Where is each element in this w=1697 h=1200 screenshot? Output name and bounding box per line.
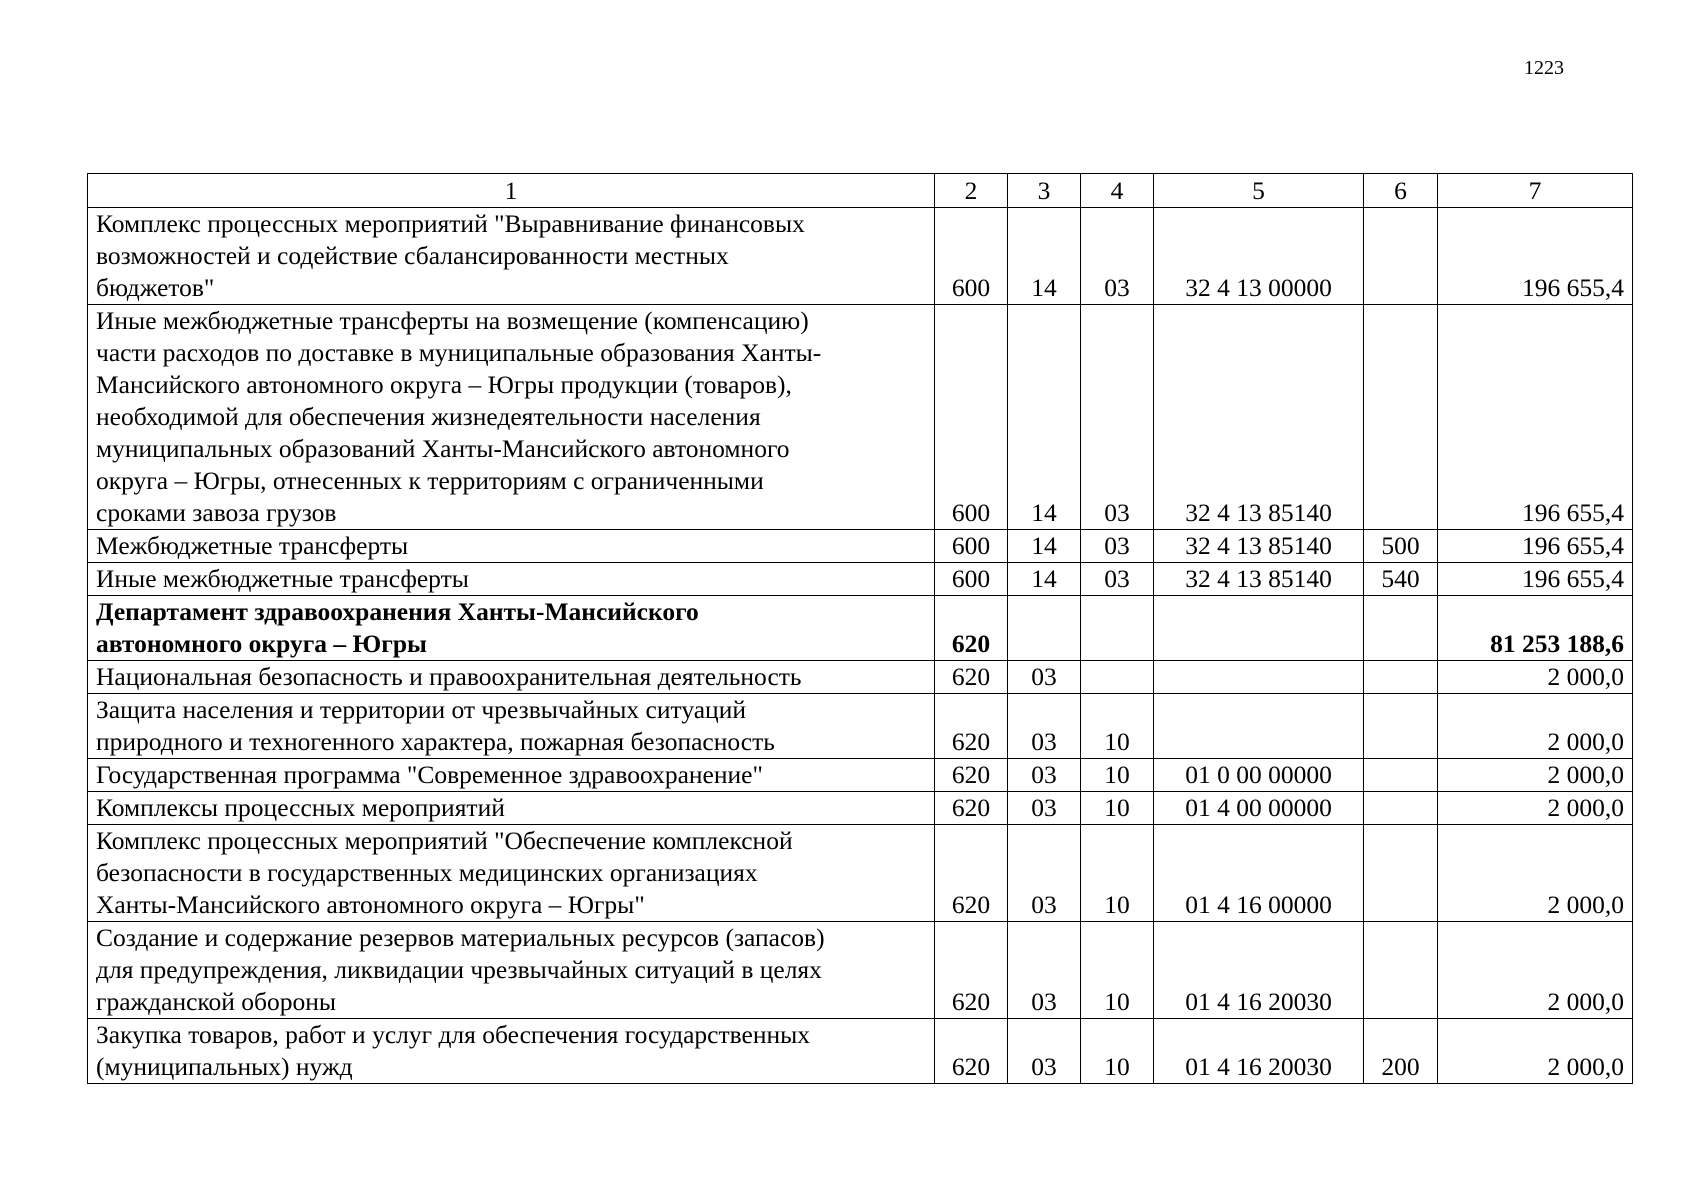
cell-subsection-code: 03	[1081, 305, 1154, 530]
cell-expense-type: 200	[1364, 1019, 1438, 1084]
table-row	[88, 1019, 1633, 1084]
cell-expense-type: 500	[1364, 530, 1438, 563]
cell-target-article	[1154, 661, 1364, 694]
cell-item-name	[88, 759, 935, 792]
table-row	[88, 759, 1633, 792]
cell-subsection-code: 03	[1081, 563, 1154, 596]
cell-ministry-code: 620	[935, 1019, 1008, 1084]
item-name-line: сроками завоза грузов	[96, 498, 337, 527]
table-row	[88, 563, 1633, 596]
cell-subsection-code: 10	[1081, 825, 1154, 922]
cell-section-code: 14	[1008, 208, 1081, 305]
cell-section-code: 03	[1008, 694, 1081, 759]
cell-item-name	[88, 305, 935, 530]
cell-target-article: 32 4 13 85140	[1154, 305, 1364, 530]
cell-expense-type: 540	[1364, 563, 1438, 596]
cell-amount: 2 000,0	[1438, 825, 1633, 922]
cell-item-name	[88, 208, 935, 305]
cell-amount: 2 000,0	[1438, 1019, 1633, 1084]
cell-target-article: 32 4 13 00000	[1154, 208, 1364, 305]
cell-amount: 196 655,4	[1438, 208, 1633, 305]
cell-subsection-code: 10	[1081, 694, 1154, 759]
cell-ministry-code: 620	[935, 759, 1008, 792]
cell-target-article: 01 4 16 20030	[1154, 1019, 1364, 1084]
column-header: 5	[1154, 174, 1364, 208]
table-row	[88, 596, 1633, 661]
table-row	[88, 825, 1633, 922]
item-name-line: Межбюджетные трансферты	[96, 531, 409, 560]
cell-subsection-code: 10	[1081, 922, 1154, 1019]
cell-amount: 196 655,4	[1438, 563, 1633, 596]
item-name-line: Государственная программа "Современное здравоохранение"	[96, 760, 763, 789]
cell-amount: 2 000,0	[1438, 759, 1633, 792]
cell-section-code: 03	[1008, 1019, 1081, 1084]
cell-subsection-code	[1081, 596, 1154, 661]
item-name-line: гражданской обороны	[96, 987, 337, 1016]
column-header: 7	[1438, 174, 1633, 208]
cell-amount: 196 655,4	[1438, 530, 1633, 563]
cell-target-article: 01 4 16 00000	[1154, 825, 1364, 922]
column-header: 4	[1081, 174, 1154, 208]
cell-subsection-code: 10	[1081, 759, 1154, 792]
cell-target-article	[1154, 694, 1364, 759]
cell-expense-type	[1364, 596, 1438, 661]
item-name-line: безопасности в государственных медицинских организациях	[96, 858, 758, 887]
item-name-line: Национальная безопасность и правоохранительная деятельность	[96, 662, 802, 691]
item-name-line: Комплекс процессных мероприятий "Выравнивание финансовых	[96, 209, 805, 238]
cell-expense-type	[1364, 694, 1438, 759]
cell-ministry-code: 620	[935, 825, 1008, 922]
column-header: 3	[1008, 174, 1081, 208]
cell-ministry-code: 600	[935, 208, 1008, 305]
cell-subsection-code: 10	[1081, 792, 1154, 825]
cell-section-code: 03	[1008, 792, 1081, 825]
item-name-line: округа – Югры, отнесенных к территориям с ограниченными	[96, 466, 764, 495]
column-header-row	[88, 174, 1633, 208]
cell-item-name	[88, 792, 935, 825]
cell-amount: 196 655,4	[1438, 305, 1633, 530]
item-name-line: бюджетов"	[96, 273, 215, 302]
cell-section-code	[1008, 596, 1081, 661]
item-name-line: возможностей и содействие сбалансированности местных	[96, 241, 729, 270]
item-name-line: Мансийского автономного округа – Югры продукции (товаров),	[96, 370, 792, 399]
cell-item-name	[88, 922, 935, 1019]
cell-ministry-code: 600	[935, 530, 1008, 563]
item-name-line: Закупка товаров, работ и услуг для обеспечения государственных	[96, 1020, 811, 1049]
item-name-line: автономного округа – Югры	[96, 629, 427, 658]
table-row	[88, 792, 1633, 825]
table-row	[88, 694, 1633, 759]
item-name-line: части расходов по доставке в муниципальные образования Ханты-	[96, 338, 822, 367]
cell-target-article	[1154, 596, 1364, 661]
cell-amount: 2 000,0	[1438, 661, 1633, 694]
item-name-line: Иные межбюджетные трансферты на возмещение (компенсацию)	[96, 306, 809, 335]
cell-amount: 2 000,0	[1438, 694, 1633, 759]
item-name-line: для предупреждения, ликвидации чрезвычайных ситуаций в целях	[96, 955, 822, 984]
item-name-line: Ханты-Мансийского автономного округа – Югры"	[96, 890, 645, 919]
cell-section-code: 03	[1008, 759, 1081, 792]
cell-subsection-code: 10	[1081, 1019, 1154, 1084]
cell-target-article: 01 4 00 00000	[1154, 792, 1364, 825]
table-row	[88, 661, 1633, 694]
item-name-line: Создание и содержание резервов материальных ресурсов (запасов)	[96, 923, 825, 952]
table-row	[88, 208, 1633, 305]
cell-item-name	[88, 661, 935, 694]
cell-subsection-code: 03	[1081, 530, 1154, 563]
cell-ministry-code: 620	[935, 596, 1008, 661]
item-name-line: Иные межбюджетные трансферты	[96, 564, 469, 593]
cell-amount: 2 000,0	[1438, 922, 1633, 1019]
item-name-line: Защита населения и территории от чрезвычайных ситуаций	[96, 695, 747, 724]
cell-ministry-code: 600	[935, 563, 1008, 596]
item-name-line: Комплекс процессных мероприятий "Обеспечение комплексной	[96, 826, 793, 855]
cell-expense-type	[1364, 792, 1438, 825]
cell-section-code: 14	[1008, 305, 1081, 530]
page-number: 1223	[1524, 57, 1564, 79]
cell-target-article: 32 4 13 85140	[1154, 563, 1364, 596]
cell-item-name	[88, 1019, 935, 1084]
cell-expense-type	[1364, 305, 1438, 530]
cell-target-article: 32 4 13 85140	[1154, 530, 1364, 563]
table-body	[88, 174, 1633, 1084]
cell-section-code: 14	[1008, 563, 1081, 596]
cell-ministry-code: 620	[935, 694, 1008, 759]
cell-ministry-code: 600	[935, 305, 1008, 530]
table-row	[88, 922, 1633, 1019]
cell-expense-type	[1364, 208, 1438, 305]
column-header: 2	[935, 174, 1008, 208]
cell-item-name	[88, 825, 935, 922]
table-row	[88, 305, 1633, 530]
cell-ministry-code: 620	[935, 792, 1008, 825]
column-header: 1	[88, 174, 935, 208]
item-name-line: Комплексы процессных мероприятий	[96, 793, 505, 822]
cell-amount: 81 253 188,6	[1438, 596, 1633, 661]
cell-ministry-code: 620	[935, 661, 1008, 694]
cell-expense-type	[1364, 922, 1438, 1019]
table-row	[88, 530, 1633, 563]
cell-subsection-code: 03	[1081, 208, 1154, 305]
cell-subsection-code	[1081, 661, 1154, 694]
cell-section-code: 14	[1008, 530, 1081, 563]
cell-item-name	[88, 530, 935, 563]
item-name-line: (муниципальных) нужд	[96, 1052, 353, 1081]
column-header: 6	[1364, 174, 1438, 208]
cell-item-name	[88, 596, 935, 661]
cell-target-article: 01 0 00 00000	[1154, 759, 1364, 792]
budget-table	[87, 173, 1633, 1084]
cell-expense-type	[1364, 661, 1438, 694]
cell-section-code: 03	[1008, 922, 1081, 1019]
item-name-line: природного и техногенного характера, пожарная безопасность	[96, 727, 775, 756]
cell-ministry-code: 620	[935, 922, 1008, 1019]
cell-target-article: 01 4 16 20030	[1154, 922, 1364, 1019]
item-name-line: необходимой для обеспечения жизнедеятельности населения	[96, 402, 761, 431]
cell-item-name	[88, 563, 935, 596]
item-name-line: муниципальных образований Ханты-Мансийского автономного	[96, 434, 790, 463]
cell-expense-type	[1364, 759, 1438, 792]
cell-item-name	[88, 694, 935, 759]
cell-section-code: 03	[1008, 825, 1081, 922]
cell-section-code: 03	[1008, 661, 1081, 694]
cell-amount: 2 000,0	[1438, 792, 1633, 825]
item-name-line: Департамент здравоохранения Ханты-Мансийского	[96, 597, 699, 626]
cell-expense-type	[1364, 825, 1438, 922]
